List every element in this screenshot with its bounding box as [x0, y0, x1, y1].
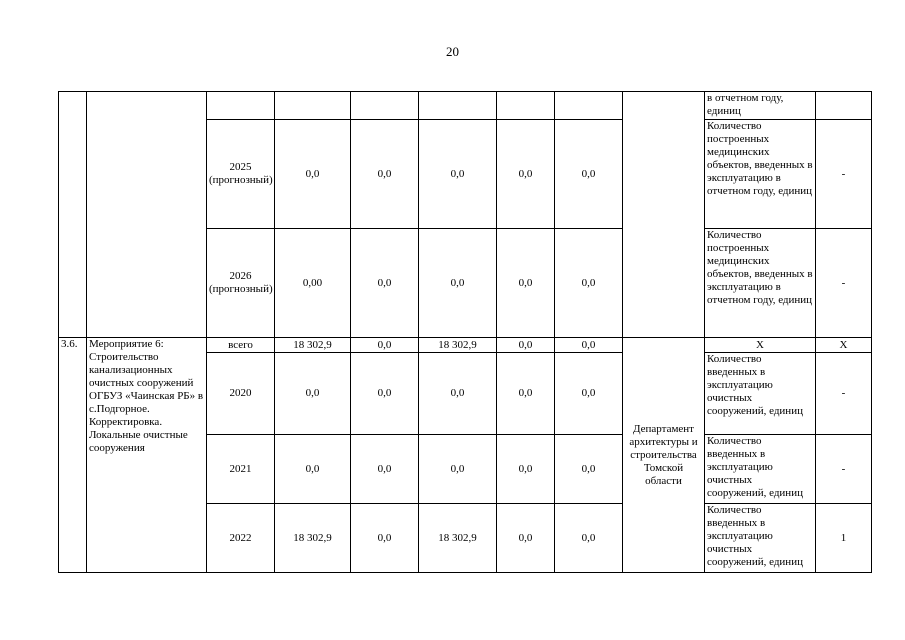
table-row	[59, 338, 872, 353]
value-cell: 18 302,9	[275, 504, 351, 573]
value-cell: 0,0	[419, 229, 497, 338]
target-cell: 1	[816, 504, 872, 573]
value-cell: 0,0	[497, 435, 555, 504]
target-cell: Х	[816, 338, 872, 353]
value-cell: 0,00	[275, 229, 351, 338]
measure-name-cell	[87, 92, 207, 338]
target-cell: -	[816, 353, 872, 435]
value-cell: 0,0	[275, 120, 351, 229]
measure-name: Мероприятие 6: Строительство канализационных очистных сооружений ОГБУЗ «Чаинская РБ» в с.Подгорное. Корректировка. Локальные очистные сооружения	[87, 338, 207, 573]
value-cell	[419, 92, 497, 120]
executor: Департамент архитектуры и строительства Томской области	[623, 338, 705, 573]
value-cell: 0,0	[555, 229, 623, 338]
value-cell: 0,0	[497, 120, 555, 229]
number-cell	[59, 92, 87, 338]
year-cell	[207, 92, 275, 120]
indicator-cell: Количество введенных в эксплуатацию очистных сооружений, единиц	[705, 435, 816, 504]
value-cell: 0,0	[275, 353, 351, 435]
indicator-cell: в отчетном году, единиц	[705, 92, 816, 120]
value-cell: 0,0	[497, 353, 555, 435]
year-cell: 2022	[207, 504, 275, 573]
value-cell: 18 302,9	[275, 338, 351, 353]
page-number: 20	[446, 44, 459, 59]
indicator-cell: Количество построенных медицинских объектов, введенных в эксплуатацию в отчетном году, единиц	[705, 229, 816, 338]
value-cell: 0,0	[351, 435, 419, 504]
value-cell	[555, 92, 623, 120]
value-cell: 0,0	[351, 120, 419, 229]
value-cell: 0,0	[497, 229, 555, 338]
value-cell: 0,0	[419, 435, 497, 504]
value-cell: 0,0	[555, 338, 623, 353]
year-cell: всего	[207, 338, 275, 353]
year-cell: 2025 (прогнозный)	[207, 120, 275, 229]
value-cell: 0,0	[555, 120, 623, 229]
value-cell: 18 302,9	[419, 504, 497, 573]
value-cell: 0,0	[555, 353, 623, 435]
executor-cell	[623, 92, 705, 338]
target-cell	[816, 92, 872, 120]
value-cell: 0,0	[351, 338, 419, 353]
value-cell: 0,0	[555, 435, 623, 504]
value-cell	[351, 92, 419, 120]
value-cell: 0,0	[555, 504, 623, 573]
program-table	[58, 91, 872, 573]
value-cell	[275, 92, 351, 120]
measure-number: 3.6.	[59, 338, 87, 573]
year-cell: 2026 (прогнозный)	[207, 229, 275, 338]
indicator-cell: Количество введенных в эксплуатацию очистных сооружений, единиц	[705, 353, 816, 435]
year-cell: 2021	[207, 435, 275, 504]
value-cell: 18 302,9	[419, 338, 497, 353]
indicator-cell: Х	[705, 338, 816, 353]
value-cell: 0,0	[275, 435, 351, 504]
value-cell: 0,0	[497, 338, 555, 353]
value-cell: 0,0	[351, 353, 419, 435]
target-cell: -	[816, 435, 872, 504]
value-cell: 0,0	[351, 229, 419, 338]
value-cell	[497, 92, 555, 120]
value-cell: 0,0	[419, 120, 497, 229]
value-cell: 0,0	[419, 353, 497, 435]
year-cell: 2020	[207, 353, 275, 435]
value-cell: 0,0	[351, 504, 419, 573]
table-row	[59, 92, 872, 120]
value-cell: 0,0	[497, 504, 555, 573]
target-cell: -	[816, 229, 872, 338]
indicator-cell: Количество построенных медицинских объектов, введенных в эксплуатацию в отчетном году, единиц	[705, 120, 816, 229]
target-cell: -	[816, 120, 872, 229]
indicator-cell: Количество введенных в эксплуатацию очистных сооружений, единиц	[705, 504, 816, 573]
